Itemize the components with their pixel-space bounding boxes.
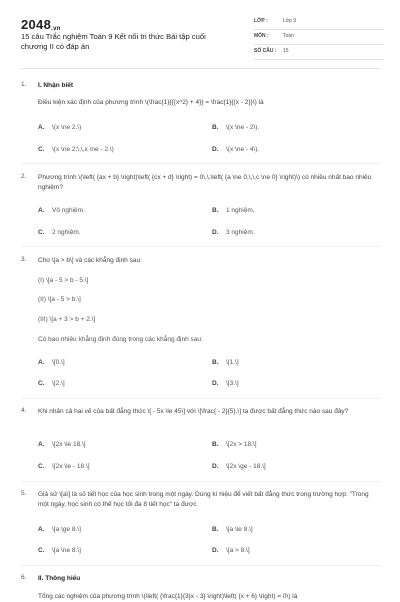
option-b[interactable] (212, 526, 253, 533)
section-heading: II. Thông hiểu (38, 575, 81, 582)
option-text: \[a \ne 8.\] (52, 547, 81, 554)
option-text: \(x \ne 2.\) (52, 124, 82, 131)
option-letter: B. (212, 207, 219, 214)
option-text: \[0.\] (52, 359, 65, 366)
option-letter: D. (212, 463, 219, 470)
option-b[interactable] (212, 359, 239, 366)
meta-value: Lớp 9 (283, 18, 297, 24)
question-divider (21, 163, 380, 164)
option-letter: B. (212, 359, 219, 366)
option-text: \[2x \ge - 18.\] (226, 463, 266, 470)
option-text: 1 nghiệm. (226, 207, 255, 214)
question-number: 5. (21, 490, 27, 497)
statement-1: (I) \[a - 5 > b - 5.\] (38, 277, 89, 284)
option-letter: C. (38, 547, 45, 554)
option-letter: D. (212, 229, 219, 236)
option-letter: A. (38, 526, 45, 533)
section-heading: I. Nhận biết (38, 82, 74, 89)
question-divider (21, 565, 380, 566)
option-text: \[2x > 18.\] (226, 441, 257, 448)
option-d[interactable] (212, 229, 255, 236)
question-number: 1. (21, 81, 27, 88)
option-c[interactable] (38, 463, 90, 470)
option-letter: A. (38, 124, 45, 131)
option-b[interactable] (212, 124, 259, 131)
option-letter: A. (38, 207, 45, 214)
meta-table (254, 15, 384, 60)
option-a[interactable] (38, 441, 86, 448)
option-letter: A. (38, 359, 45, 366)
option-b[interactable] (212, 441, 257, 448)
option-text: \[a \ge 8.\] (52, 526, 81, 533)
option-c[interactable] (38, 547, 81, 554)
question-divider (21, 246, 380, 247)
question-text: Giả sử \[a\] là số tiết học của học sinh trong một ngày. Dùng kí hiệu để viết bất đẳng thức trong trường hợp: "Trong một ngày, học sinh có thể học tối đa 8 tiết học" ta được (38, 491, 369, 508)
option-a[interactable] (38, 526, 81, 533)
question-text: Khi nhân cả hai vế của bất đẳng thức \[ - 5x \le 45\] với \[\frac{ - 2}{5},\] ta được bất đẳng thức nào sau đây? (38, 408, 349, 415)
option-a[interactable] (38, 207, 85, 214)
option-d[interactable] (212, 146, 259, 153)
option-letter: B. (212, 526, 219, 533)
page-header (0, 0, 400, 64)
option-letter: B. (212, 441, 219, 448)
option-text: 2 nghiệm. (52, 229, 81, 236)
question-text: Cho \[a > b\] và các khẳng định sau: (38, 257, 142, 264)
option-letter: C. (38, 229, 45, 236)
option-text: \[2x \le 18.\] (52, 441, 86, 448)
option-letter: C. (38, 463, 45, 470)
page-title: 15 câu Trắc nghiệm Toán 9 Kết nối tri thức Bài tập cuối chương II có đáp án (21, 32, 206, 52)
option-d[interactable] (212, 380, 239, 387)
meta-key: LỚP : (254, 18, 268, 24)
question-text: Phương trình \(\left( {ax + b} \right)\left( {cx + d} \right) = 0\,\,\left( {a \ne 0,\,\,c \ne 0} \right)\) có nhiều nhất bao nhiêu nghiệm? (38, 174, 372, 191)
option-d[interactable] (212, 547, 250, 554)
option-text: \[3.\] (226, 380, 239, 387)
option-text: \(x \ne - 2\). (226, 124, 260, 131)
option-letter: A. (38, 441, 45, 448)
question-number: 4. (21, 407, 27, 414)
option-letter: D. (212, 146, 219, 153)
option-text: \[a \le 8.\] (226, 526, 253, 533)
option-c[interactable] (38, 380, 65, 387)
meta-value: 15 (283, 48, 289, 54)
option-letter: B. (212, 124, 219, 131)
option-text: \[2x \le - 18.\] (52, 463, 90, 470)
question-number: 2. (21, 173, 27, 180)
question-divider (21, 481, 380, 482)
question-number: 6. (21, 574, 27, 581)
meta-row-subject (254, 30, 384, 45)
question-divider (21, 398, 380, 399)
meta-row-count (254, 45, 384, 60)
option-text: \(x \ne 2;\,\,x \ne - 2.\) (52, 146, 114, 153)
logo-text: 2048 (21, 17, 52, 32)
question-number: 3. (21, 256, 27, 263)
option-b[interactable] (212, 207, 255, 214)
meta-value: Toán (283, 33, 294, 39)
option-text: \(x \ne - 4\). (226, 146, 260, 153)
question-text: Tổng các nghiệm của phương trình \(\left( {\frac{1}{3}x - 3} \right)\left( {x + 6} \right) = 0\) là (38, 593, 298, 600)
header-divider (21, 68, 380, 69)
option-text: 3 nghiệm. (226, 229, 255, 236)
site-logo[interactable] (21, 17, 61, 32)
meta-key: SỐ CÂU : (254, 48, 277, 54)
option-letter: D. (212, 547, 219, 554)
option-text: \[a > 8.\] (226, 547, 250, 554)
option-letter: C. (38, 146, 45, 153)
option-text: \[2.\] (52, 380, 65, 387)
option-letter: D. (212, 380, 219, 387)
option-a[interactable] (38, 124, 81, 131)
option-d[interactable] (212, 463, 266, 470)
option-c[interactable] (38, 229, 81, 236)
option-c[interactable] (38, 146, 114, 153)
statement-2: (II) \[a - 5 > b.\] (38, 296, 81, 303)
option-a[interactable] (38, 359, 65, 366)
option-text: \[1.\] (226, 359, 239, 366)
logo-tld: .vn (51, 26, 61, 32)
option-text: Vô nghiệm. (52, 207, 85, 214)
meta-row-class (254, 15, 384, 30)
meta-key: MÔN : (254, 33, 269, 39)
question-prompt: Có bao nhiêu khẳng định đúng trong các khẳng định sau: (38, 336, 203, 343)
question-text: Điều kiện xác định của phương trình \(\frac{1}{{{x^2} + 4}} = \frac{1}{{x - 2}}\) là (38, 99, 264, 106)
option-letter: C. (38, 380, 45, 387)
statement-3: (III) \[a + 3 > b + 2.\] (38, 316, 96, 323)
